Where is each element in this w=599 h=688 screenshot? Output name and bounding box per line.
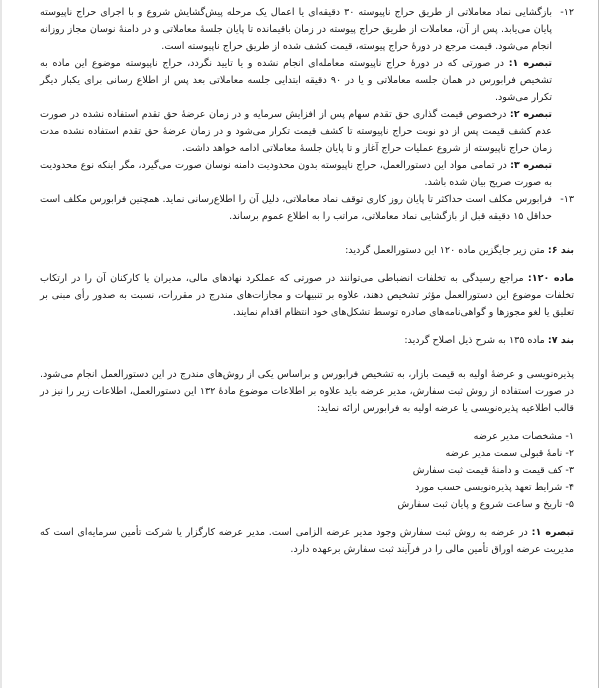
- spacer: [40, 417, 574, 428]
- article-120: [40, 270, 574, 321]
- band-7-label: بند ۷:: [547, 335, 574, 346]
- clause-12-note-3: [40, 157, 574, 191]
- spacer: [40, 513, 574, 524]
- note-2-label: تبصره ۲:: [509, 109, 552, 120]
- band-6-label: بند ۶:: [547, 245, 574, 256]
- list-item: ۴- شرایط تعهد پذیره‌نویسی حسب مورد: [415, 482, 574, 493]
- clause-12-note-2: [40, 106, 574, 157]
- list-item: ۵- تاریخ و ساعت شروع و پایان ثبت سفارش: [397, 499, 574, 510]
- band-7-heading: [40, 332, 574, 349]
- note-2-text: درخصوص قیمت گذاری حق تقدم سهام پس از افزایش سرمایه و در زمان عرضهٔ حق تقدم استفاده نشده در صورت عدم کشف قیمت پس از دو نوبت حراج ناپیوسته تا کشف قیمت تکرار می‌شود و در زمان عرضهٔ حق تقدم استفاده نشده مدت زمان حراج ناپیوسته از شروع عملیات حراج آغاز و تا پایان جلسهٔ معاملاتی ادامه خواهد داشت.: [40, 109, 552, 154]
- order-info-list: [40, 428, 574, 513]
- list-item: ۱- مشخصات مدیر عرضه: [473, 431, 574, 442]
- article-135-note-text: در عرضه به روش ثبت سفارش وجود مدیر عرضه الزامی است. مدیر عرضه کارگزار یا شرکت تأمین سرمایه‌ای است که مدیریت عرضه اوراق تأمین مالی را در فرآیند ثبت سفارش برعهده دارد.: [40, 527, 574, 555]
- list-item: ۲- نامهٔ قبولی سمت مدیر عرضه: [445, 448, 574, 459]
- clause-13-text: فرابورس مکلف است حداکثر تا پایان روز کاری توقف نماد معاملاتی، دلیل آن را اطلاع‌رسانی نماید. همچنین فرابورس مکلف است حداقل ۱۵ دقیقه قبل از بازگشایی نماد معاملاتی، مراتب را به اطلاع عموم برساند.: [40, 194, 552, 222]
- clause-13: [40, 191, 574, 225]
- band-7-text: ماده ۱۳۵ به شرح ذیل اصلاح گردید:: [404, 335, 545, 346]
- clause-12: [40, 4, 574, 55]
- note-1-text: در صورتی که در دورهٔ حراج ناپیوسته معامله‌ای انجام نشده و یا تایید نگردد، حراج ناپیوسته موضوع این ماده به تشخیص فرابورس در همان جلسه معاملاتی و یا در ۹۰ دقیقه ابتدایی جلسه معاملاتی بعد پس از اطلاع رسانی برای یکبار دیگر تکرار می‌شود.: [40, 58, 553, 103]
- article-135-note-1: [40, 524, 574, 558]
- spacer: [40, 321, 574, 332]
- spacer: [40, 259, 574, 270]
- note-1-label: تبصره ۱:: [508, 58, 552, 69]
- article-120-label: ماده ۱۲۰:: [527, 273, 574, 284]
- list-item: ۳- کف قیمت و دامنهٔ قیمت ثبت سفارش: [412, 465, 574, 476]
- clause-12-note-1: [40, 55, 574, 106]
- clause-13-number: ۱۳-: [560, 194, 574, 205]
- clause-12-number: ۱۲-: [560, 7, 574, 18]
- clause-12-text: بازگشایی نماد معاملاتی از طریق حراج ناپیوسته ۳۰ دقیقه‌ای یا اعمال یک مرحله پیش‌گشایش شروع و با اجرای حراج ناپیوسته پایان می‌یابد. پس از آن، معاملات از طریق حراج پیوسته در زمان باقیمانده تا پایان جلسهٔ معاملاتی و در دامنهٔ نوسان مجاز روزانه انجام می‌شود. قیمت مرجع در دورهٔ حراج پیوسته، قیمت کشف شده از طریق حراج ناپیوسته است.: [40, 7, 552, 52]
- article-120-text: مراجع رسیدگی به تخلفات انضباطی می‌توانند در صورتی که عملکرد نهادهای مالی، مدیران یا کارکنان آن را در ارتکاب تخلفات موضوع این دستورالعمل مؤثر تشخیص دهند، علاوه بر تنبیهات و مجازات‌های مندرج در مقررات، نسبت به صدور رأی مبنی بر تعلیق یا لغو مجوزها و گواهی‌نامه‌های صادره توسط تشکل‌های خود انتظام اقدام نمایند.: [40, 273, 574, 318]
- document-body: [40, 4, 574, 558]
- note-3-text: در تمامی مواد این دستورالعمل، حراج ناپیوسته بدون محدودیت دامنه نوسان صورت می‌گیرد، مگر اینکه نوع محدودیت به صورت صریح بیان شده باشد.: [40, 160, 552, 188]
- band-6-heading: [40, 242, 574, 259]
- band-6-text: متن زیر جایگزین ماده ۱۲۰ این دستورالعمل گردید:: [345, 245, 545, 256]
- article-135-text: پذیره‌نویسی و عرضهٔ اولیه به قیمت بازار، به تشخیص فرابورس و براساس یکی از روش‌های مندرج در این دستورالعمل انجام می‌شود. در صورت استفاده از روش ثبت سفارش، مدیر عرضه باید علاوه بر اطلاعات موضوع مادهٔ ۱۳۲ این دستورالعمل، اطلاعات زیر را نیز در قالب اطلاعیه پذیره‌نویسی یا عرضه اولیه به فرابورس ارائه نماید:: [40, 369, 574, 414]
- spacer: [40, 225, 574, 242]
- article-135-note-label: تبصره ۱:: [531, 527, 574, 538]
- note-3-label: تبصره ۳:: [510, 160, 552, 171]
- spacer: [40, 349, 574, 366]
